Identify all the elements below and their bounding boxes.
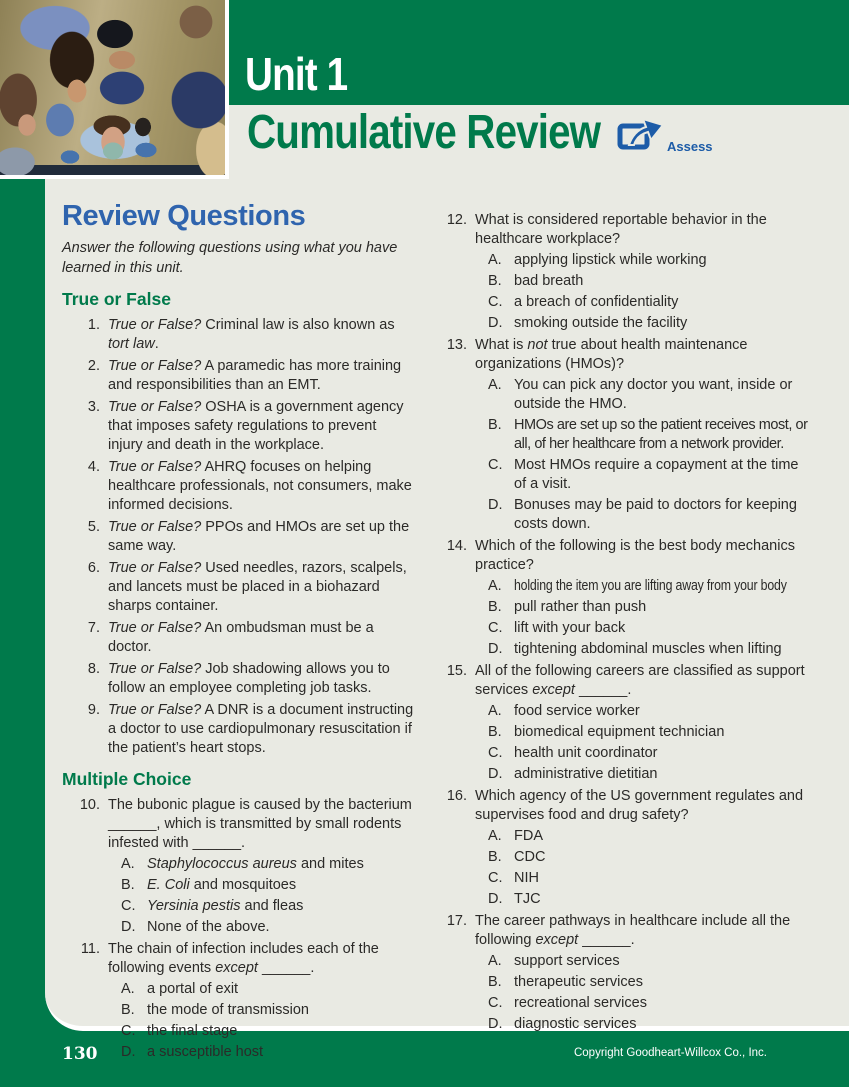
option-text: a susceptible host — [147, 1044, 264, 1060]
question-body — [108, 940, 414, 1062]
option-letter: B. — [121, 877, 135, 893]
assess-link[interactable] — [617, 115, 713, 157]
question-body — [108, 458, 414, 515]
question-text: All of the following careers are classified as support services except ______. — [475, 663, 805, 698]
question-body — [475, 537, 814, 659]
option-text: smoking outside the facility — [514, 315, 688, 331]
option-letter: C. — [121, 898, 136, 914]
question-number: 8. — [87, 661, 100, 677]
question-number: 6. — [87, 560, 100, 576]
option-item — [475, 723, 814, 742]
question-number: 13. — [446, 337, 467, 353]
option-text: therapeutic services — [514, 974, 643, 990]
option-text: Staphylococcus aureus and mites — [147, 856, 364, 872]
question-item — [62, 619, 414, 657]
section-heading: Multiple Choice — [62, 769, 192, 789]
option-text: a breach of confidentiality — [514, 294, 679, 310]
option-letter: A. — [121, 981, 135, 997]
question-text: What is not true about health maintenance organizations (HMOs)? — [475, 337, 748, 372]
question-body — [475, 662, 814, 784]
question-number: 15. — [446, 663, 467, 679]
question-body — [108, 701, 414, 758]
option-item — [475, 598, 814, 617]
question-number: 1. — [87, 317, 100, 333]
option-letter: D. — [488, 1016, 503, 1032]
question-body — [475, 787, 814, 909]
option-letter: C. — [488, 620, 503, 636]
option-text: NIH — [514, 870, 539, 886]
question-text: True or False? Used needles, razors, scalpels, and lancets must be placed in a biohazard sharps container. — [108, 560, 407, 614]
question-item — [62, 398, 414, 455]
question-number: 5. — [87, 519, 100, 535]
question-body — [108, 660, 414, 698]
option-letter: C. — [488, 457, 503, 473]
option-item — [475, 952, 814, 971]
option-text: support services — [514, 953, 620, 969]
question-text: Which agency of the US government regulates and supervises food and drug safety? — [475, 788, 804, 823]
question-item — [62, 940, 414, 1062]
option-letter: B. — [121, 1002, 135, 1018]
assess-label: Assess — [667, 139, 713, 154]
question-text: True or False? A DNR is a document instructing a doctor to use cardiopulmonary resuscitation if the patient’s heart stops. — [108, 702, 414, 756]
option-letter: D. — [488, 891, 503, 907]
option-item — [475, 827, 814, 846]
question-number: 4. — [87, 459, 100, 475]
question-number: 12. — [446, 212, 467, 228]
option-item — [475, 456, 814, 494]
option-item — [475, 314, 814, 333]
option-text: None of the above. — [147, 919, 270, 935]
page-number: 130 — [62, 1044, 98, 1064]
question-item — [62, 316, 414, 354]
option-item — [475, 890, 814, 909]
question-body — [108, 398, 414, 455]
question-number: 17. — [446, 913, 467, 929]
option-text: FDA — [514, 828, 543, 844]
option-text: the final stage — [147, 1023, 238, 1039]
question-item — [62, 458, 414, 515]
option-letter: B. — [488, 849, 502, 865]
question-body — [108, 316, 414, 354]
question-text: True or False? OSHA is a government agency that imposes safety regulations to prevent injury and death in the workplace. — [108, 399, 404, 453]
option-item — [108, 918, 414, 937]
option-item — [108, 876, 414, 895]
option-item — [108, 1022, 414, 1041]
question-body — [475, 336, 814, 534]
question-text: True or False? PPOs and HMOs are set up the same way. — [108, 519, 410, 554]
option-text: Yersinia pestis and fleas — [147, 898, 304, 914]
option-item — [108, 1043, 414, 1062]
question-item — [429, 662, 814, 784]
option-item — [475, 496, 814, 534]
option-item — [475, 416, 814, 454]
question-text: The bubonic plague is caused by the bacterium ______, which is transmitted by small rodents infested with ______. — [108, 797, 412, 851]
question-number: 2. — [87, 358, 100, 374]
option-letter: B. — [488, 599, 502, 615]
question-text: Which of the following is the best body mechanics practice? — [475, 538, 795, 573]
question-body — [108, 619, 414, 657]
option-letter: A. — [488, 578, 502, 594]
question-item — [429, 211, 814, 333]
question-number: 10. — [79, 797, 100, 813]
section-heading: True or False — [62, 289, 171, 309]
option-text: E. Coli and mosquitoes — [147, 877, 297, 893]
option-text: CDC — [514, 849, 546, 865]
right-question-groups — [429, 211, 814, 1034]
option-text: Bonuses may be paid to doctors for keeping costs down. — [514, 497, 797, 532]
option-item — [475, 376, 814, 414]
option-letter: B. — [488, 273, 502, 289]
question-body — [108, 518, 414, 556]
left-question-groups — [62, 289, 414, 1062]
option-letter: D. — [488, 766, 503, 782]
option-letter: C. — [488, 745, 503, 761]
question-text: True or False? Job shadowing allows you to follow an employee completing job tasks. — [108, 661, 390, 696]
option-letter: D. — [121, 1044, 136, 1060]
option-text: holding the item you are lifting away from your body — [514, 578, 787, 594]
option-item — [475, 869, 814, 888]
copyright-notice: Copyright Goodheart-Willcox Co., Inc. — [573, 1047, 767, 1059]
assess-icon — [617, 115, 665, 157]
question-text: The career pathways in healthcare include all the following except ______. — [475, 913, 791, 948]
option-text: bad breath — [514, 273, 584, 289]
option-letter: C. — [488, 995, 503, 1011]
question-number: 7. — [87, 620, 100, 636]
question-item — [429, 336, 814, 534]
page-title: Cumulative Review — [247, 106, 601, 159]
option-letter: A. — [121, 856, 135, 872]
option-item — [475, 577, 814, 596]
option-text: applying lipstick while working — [514, 252, 707, 268]
option-item — [108, 897, 414, 916]
option-text: administrative dietitian — [514, 766, 658, 782]
question-text: What is considered reportable behavior in the healthcare workplace? — [475, 212, 767, 247]
option-text: Most HMOs require a copayment at the time of a visit. — [514, 457, 799, 492]
option-text: lift with your back — [514, 620, 626, 636]
option-letter: B. — [488, 974, 502, 990]
question-body — [108, 357, 414, 395]
option-text: recreational services — [514, 995, 647, 1011]
option-letter: A. — [488, 703, 502, 719]
question-body — [108, 796, 414, 937]
option-text: TJC — [514, 891, 541, 907]
option-item — [108, 1001, 414, 1020]
healthcare-team-photo — [0, 0, 229, 179]
option-item — [475, 973, 814, 992]
option-text: health unit coordinator — [514, 745, 658, 761]
option-text: the mode of transmission — [147, 1002, 309, 1018]
option-letter: C. — [121, 1023, 136, 1039]
unit-label: Unit 1 — [245, 48, 348, 100]
option-letter: A. — [488, 377, 502, 393]
question-item — [62, 701, 414, 758]
option-letter: B. — [488, 417, 502, 433]
question-text: True or False? A paramedic has more training and responsibilities than an EMT. — [108, 358, 402, 393]
option-item — [108, 855, 414, 874]
option-letter: C. — [488, 294, 503, 310]
option-item — [475, 702, 814, 721]
question-text: The chain of infection includes each of the following events except ______. — [108, 941, 379, 976]
right-column — [429, 199, 814, 1062]
option-letter: A. — [488, 828, 502, 844]
option-text: pull rather than push — [514, 599, 647, 615]
question-item — [62, 559, 414, 616]
option-text: You can pick any doctor you want, inside or outside the HMO. — [514, 377, 793, 412]
option-text: tightening abdominal muscles when lifting — [514, 641, 782, 657]
option-letter: D. — [488, 641, 503, 657]
option-item — [475, 744, 814, 763]
question-number: 11. — [80, 941, 100, 957]
question-number: 3. — [87, 399, 100, 415]
option-item — [475, 765, 814, 784]
question-item — [429, 912, 814, 1034]
option-letter: D. — [121, 919, 136, 935]
option-item — [475, 994, 814, 1013]
review-intro: Answer the following questions using what you have learned in this unit. — [62, 240, 398, 276]
option-letter: C. — [488, 870, 503, 886]
option-letter: A. — [488, 953, 502, 969]
question-number: 16. — [446, 788, 467, 804]
question-number: 9. — [87, 702, 100, 718]
option-item — [475, 272, 814, 291]
option-letter: D. — [488, 497, 503, 513]
option-letter: D. — [488, 315, 503, 331]
review-questions-title: Review Questions — [62, 200, 306, 232]
question-body — [475, 211, 814, 333]
option-letter: B. — [488, 724, 502, 740]
left-column — [62, 199, 414, 1062]
option-item — [475, 640, 814, 659]
question-item — [429, 537, 814, 659]
option-item — [475, 251, 814, 270]
question-item — [62, 660, 414, 698]
option-item — [108, 980, 414, 999]
question-text: True or False? Criminal law is also known as tort law. — [108, 317, 395, 352]
option-text: diagnostic services — [514, 1016, 637, 1032]
question-number: 14. — [446, 538, 467, 554]
question-columns — [62, 199, 814, 1062]
question-item — [62, 357, 414, 395]
option-text: biomedical equipment technician — [514, 724, 725, 740]
option-text: food service worker — [514, 703, 640, 719]
option-item — [475, 619, 814, 638]
option-letter: A. — [488, 252, 502, 268]
question-text: True or False? An ombudsman must be a doctor. — [108, 620, 374, 655]
option-text: HMOs are set up so the patient receives most, or all, of her healthcare from a network provider. — [514, 417, 808, 452]
question-text: True or False? AHRQ focuses on helping healthcare professionals, not consumers, make informed decisions. — [108, 459, 412, 513]
question-item — [62, 518, 414, 556]
question-body — [108, 559, 414, 616]
option-item — [475, 1015, 814, 1034]
question-body — [475, 912, 814, 1034]
question-item — [62, 796, 414, 937]
option-item — [475, 848, 814, 867]
question-item — [429, 787, 814, 909]
option-item — [475, 293, 814, 312]
option-text: a portal of exit — [147, 981, 239, 997]
